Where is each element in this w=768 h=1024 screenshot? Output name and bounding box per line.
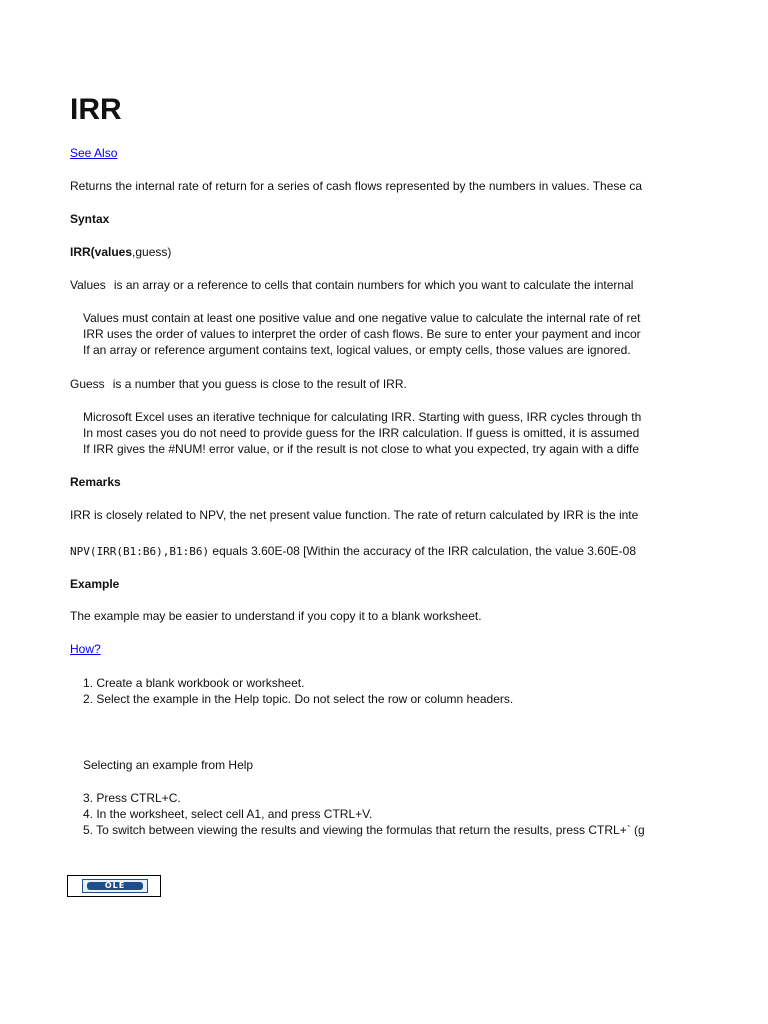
description-text: Returns the internal rate of return for a series of cash flows represented by the numbers in values. These ca [70,179,643,193]
page-title: IRR [70,93,122,126]
how-link[interactable]: How? [70,642,101,656]
guess-term: Guess [70,377,105,391]
guess-description [70,376,407,392]
npv-text: equals 3.60E-08 [Within the accuracy of the IRR calculation, the value 3.60E-08 [209,544,636,558]
syntax-rest: ,guess) [132,245,172,259]
remarks-text: IRR is closely related to NPV, the net present value function. The rate of return calculated by IRR is the inte [70,508,639,522]
guess-bullet: Microsoft Excel uses an iterative technique for calculating IRR. Starting with guess, IRR cycles through th [83,410,642,424]
syntax-function: IRR( [70,245,95,259]
step-item: 3. Press CTRL+C. [83,791,181,805]
values-bullet: If an array or reference argument contains text, logical values, or empty cells, those values are ignored. [83,343,631,357]
ole-object[interactable] [67,875,161,897]
syntax-arg-values: values [94,245,133,259]
example-text: The example may be easier to understand if you copy it to a blank worksheet. [70,609,482,623]
step-item: 5. To switch between viewing the results and viewing the formulas that return the results, press CTRL+` (g [83,823,645,837]
values-text: is an array or a reference to cells that contain numbers for which you want to calculate the internal [113,278,634,292]
syntax-line [70,244,171,260]
example-caption: Selecting an example from Help [83,758,254,772]
see-also-link[interactable]: See Also [70,146,118,160]
syntax-heading: Syntax [70,212,110,226]
values-description [70,277,633,293]
guess-bullet: If IRR gives the #NUM! error value, or if the result is not close to what you expected, try again with a diffe [83,442,640,456]
guess-text: is a number that you guess is close to the result of IRR. [112,377,407,391]
npv-line [70,543,636,560]
values-term: Values [70,278,106,292]
ole-label: OLE [87,882,143,890]
npv-formula: NPV(IRR(B1:B6),B1:B6) [70,545,210,558]
values-bullet: IRR uses the order of values to interpret the order of cash flows. Be sure to enter your payment and incor [83,327,641,341]
values-bullet: Values must contain at least one positive value and one negative value to calculate the internal rate of ret [83,311,641,325]
ole-icon [82,879,148,893]
help-content [70,0,668,1024]
example-heading: Example [70,577,120,591]
step-item: 4. In the worksheet, select cell A1, and press CTRL+V. [83,807,373,821]
guess-bullet: In most cases you do not need to provide guess for the IRR calculation. If guess is omitted, it is assumed [83,426,640,440]
step-item: 2. Select the example in the Help topic. Do not select the row or column headers. [83,692,514,706]
step-item: 1. Create a blank workbook or worksheet. [83,676,305,690]
remarks-heading: Remarks [70,475,121,489]
